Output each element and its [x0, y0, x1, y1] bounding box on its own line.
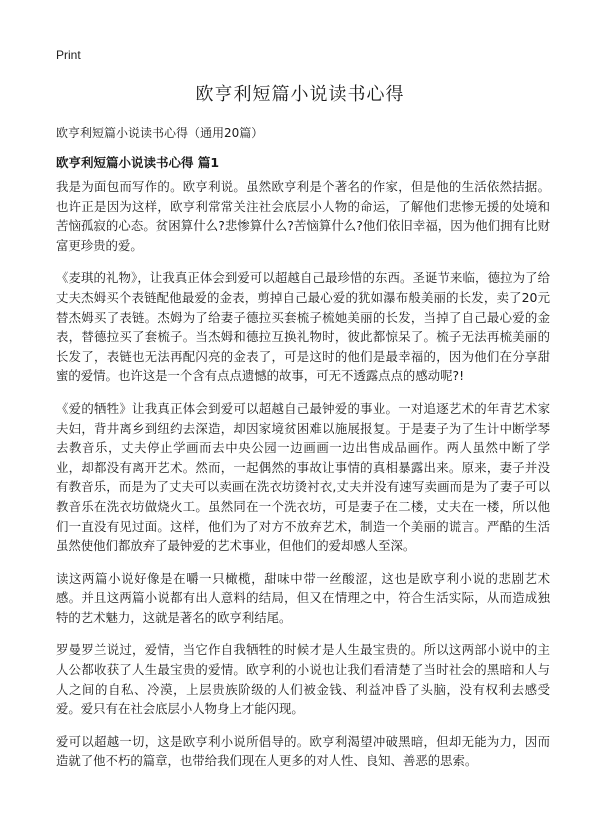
paragraph-1: 我是为面包而写作的。欧亨利说。虽然欧亨利是个著名的作家，但是他的生活依然拮据。也许正是因为这样，欧亨利常常关注社会底层小人物的命运，了解他们悲惨无援的处境和苦恼孤寂的心态。贫困算什么?悲惨算什么?苦恼算什么?他们依旧幸福，因为他们拥有比财富更珍贵的爱。: [56, 179, 550, 253]
paragraph-3: 《爱的牺牲》让我真正体会到爱可以超越自己最钟爱的事业。一对追逐艺术的年青艺术家夫妇，背井离乡到纽约去深造，却因家境贫困难以施展报复。于是妻子为了生计中断学琴去教音乐，丈夫停止学画而去中央公园一边画画一边出售成品画作。两人虽然中断了学业，却都没有离开艺术。然而，一起偶然的事故让事情的真相暴露出来。原来，妻子并没有教音乐，而是为了丈夫可以卖画在洗衣坊烫衬衣,丈夫并没有速写卖画而是为了妻子可以教音乐在洗衣坊做烧火工。虽然同在一个洗衣坊，可是妻子在二楼，丈夫在一楼，所以他们一直没有见过面。这样，他们为了对方不放弃艺术，制造一个美丽的谎言。严酷的生活虽然使他们都放弃了最钟爱的艺术事业，但他们的爱却感人至深。: [56, 400, 550, 554]
print-link[interactable]: Print: [56, 48, 81, 62]
paragraph-6: 爱可以超越一切，这是欧亨利小说所倡导的。欧亨利渴望冲破黑暗，但却无能为力，因而造就了他不朽的篇章，也带给我们现在人更多的对人性、良知、善恶的思索。: [56, 733, 550, 769]
paragraph-4: 读这两篇小说好像是在嚼一只橄榄，甜味中带一丝酸涩，这也是欧亨利小说的悲剧艺术感。并且这两篇小说都有出人意料的结局，但又在情理之中，符合生活实际，从而造成独特的艺术魅力，这就是著名的欧亨利结尾。: [56, 570, 550, 625]
document-subtitle: 欧亨利短篇小说读书心得（通用20篇）: [56, 126, 264, 140]
article-body: [56, 177, 550, 784]
page-title: 欧亨利短篇小说读书心得: [195, 84, 405, 105]
section-heading: 欧亨利短篇小说读书心得 篇1: [56, 155, 220, 170]
paragraph-5: 罗曼罗兰说过，爱情，当它作自我牺牲的时候才是人生最宝贵的。所以这两部小说中的主人公都收获了人生最宝贵的爱情。欧亨利的小说也让我们看清楚了当时社会的黑暗和人与人之间的自私、冷漠，上层贵族阶级的人们被金钱、利益冲昏了头脑，没有权利去感受爱。爱只有在社会底层小人物身上才能闪现。: [56, 642, 550, 717]
paragraph-2: 《麦琪的礼物》，让我真正体会到爱可以超越自己最珍惜的东西。圣诞节来临，德拉为了给丈夫杰姆买个表链配他最爱的金表，剪掉自己最心爱的犹如瀑布般美丽的长发，卖了20元替杰姆买了表链。杰姆为了给妻子德拉买套梳子梳她美丽的长发，当掉了自己最心爱的金表，替德拉买了套梳子。当杰姆和德拉互换礼物时，彼此都惊呆了。梳子无法再梳美丽的长发了，表链也无法再配闪亮的金表了，可是这时的他们是最幸福的，因为他们在分享甜蜜的爱情。也许这是一个含有点点遗憾的故事，可无不透露点点的感动呢?!: [56, 270, 550, 384]
